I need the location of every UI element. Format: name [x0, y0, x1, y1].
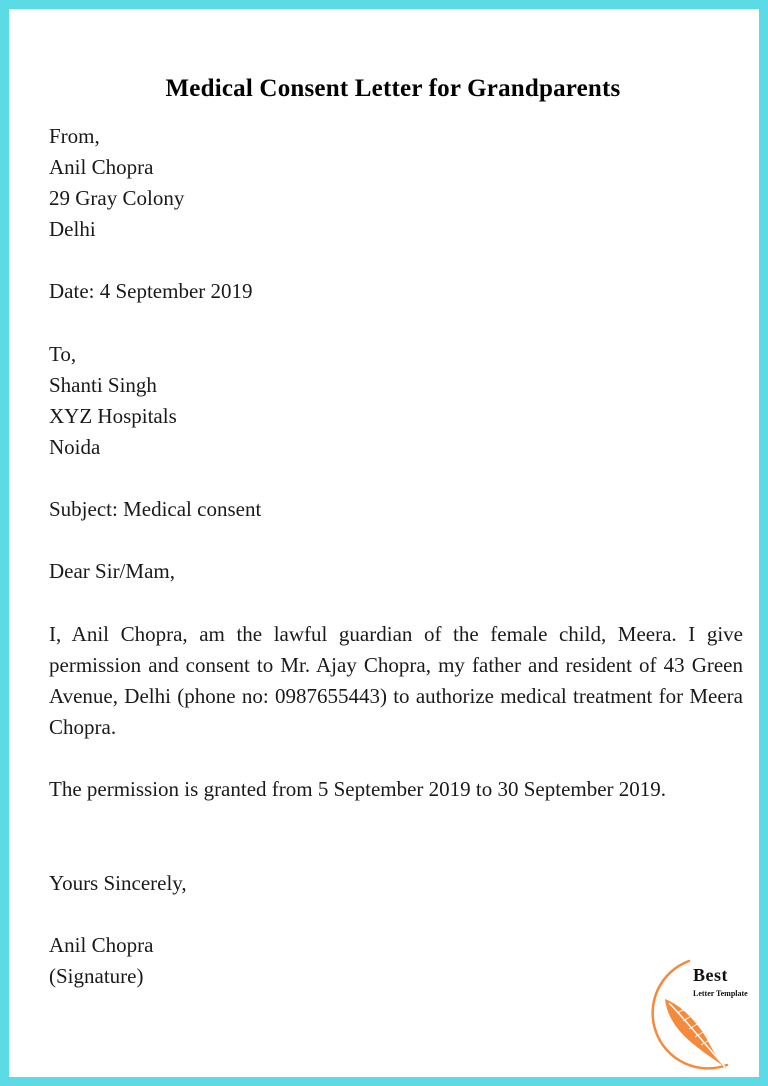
sender-address: 29 Gray Colony: [49, 186, 185, 210]
closing: Yours Sincerely,: [49, 871, 187, 895]
letter-date: Date: 4 September 2019: [49, 279, 253, 303]
body-paragraph-2: The permission is granted from 5 September 2019 to 30 September 2019.: [49, 777, 667, 801]
recipient-city: Noida: [49, 435, 101, 459]
sender-city: Delhi: [49, 217, 96, 241]
signature-name: Anil Chopra: [49, 933, 154, 957]
body-paragraph-1: I, Anil Chopra, am the lawful guardian of the female child, Meera. I give permission and consent to Mr. Ajay Chopra, my father and resident of 43 Green Avenue, Delhi (phone no: 0987655443) to authorize medical treatment for Meera Chopra.: [49, 622, 743, 739]
logo-brand-small: Letter Template: [693, 989, 748, 998]
salutation-block: [49, 556, 743, 587]
subject-block: [49, 494, 743, 525]
from-label: From,: [49, 124, 100, 148]
recipient-block: [49, 339, 743, 463]
closing-block: [49, 868, 743, 899]
feather-quill-icon: [637, 957, 747, 1077]
recipient-name: Shanti Singh: [49, 373, 157, 397]
letter-title: Medical Consent Letter for Grandparents: [165, 75, 621, 102]
recipient-organization: XYZ Hospitals: [49, 404, 177, 428]
logo-brand-big: Best: [693, 965, 728, 985]
sender-name: Anil Chopra: [49, 155, 154, 179]
to-label: To,: [49, 342, 77, 366]
signature-label: (Signature): [49, 964, 144, 988]
brand-logo: [637, 957, 747, 1077]
salutation: Dear Sir/Mam,: [49, 559, 175, 583]
date-block: [49, 276, 743, 307]
subject-line: Subject: Medical consent: [49, 497, 262, 521]
sender-block: [49, 121, 743, 245]
